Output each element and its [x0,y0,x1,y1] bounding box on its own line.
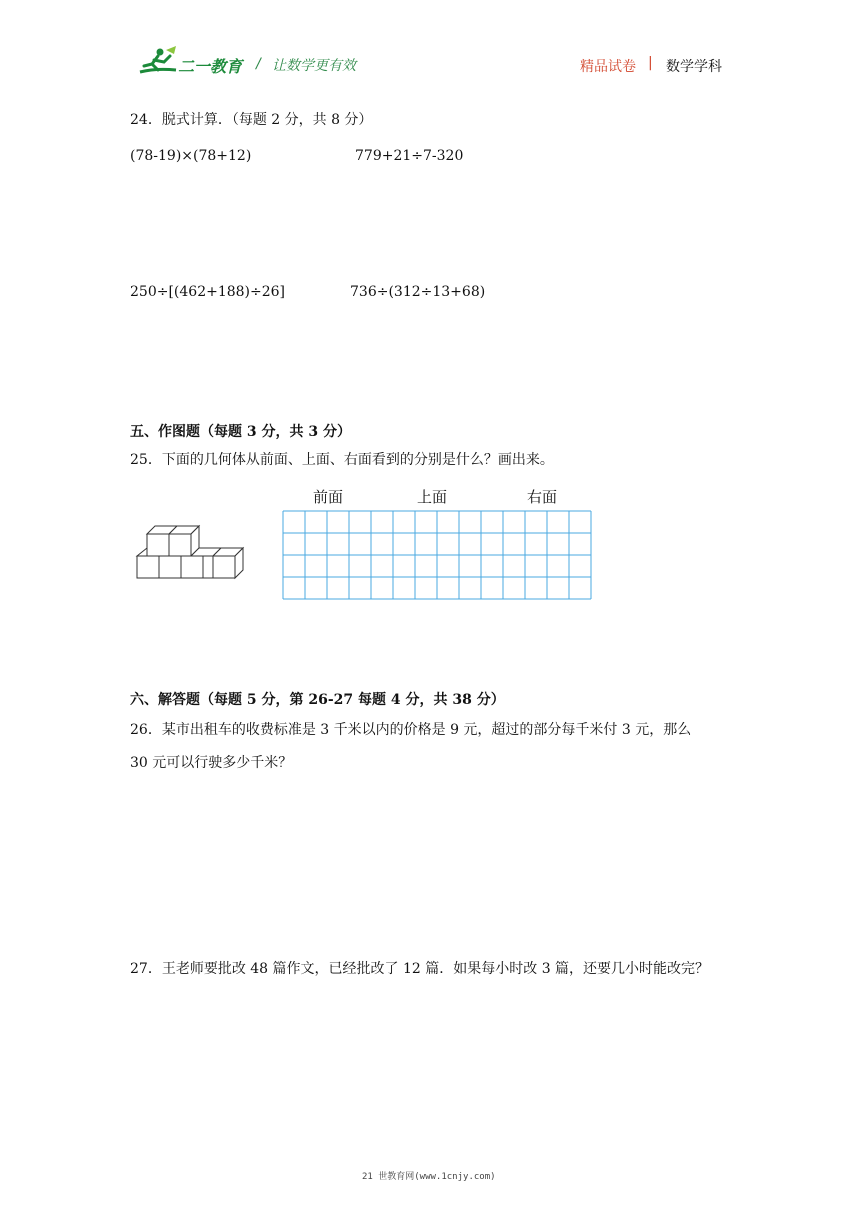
runner-logo-icon [136,46,180,76]
q24-expr-3: 250÷[(462+188)÷26] [130,284,286,300]
label-top-view: 上面 [417,488,448,506]
footer-source: 21 世教育网(www.1cnjy.com) [362,1172,496,1182]
q24-expr-2: 779+21÷7-320 [355,148,464,164]
q25-text: 25．下面的几何体从前面、上面、右面看到的分别是什么？画出来。 [130,452,554,468]
label-right-view: 右面 [527,488,558,506]
q26-line-2: 30 元可以行驶多少千米？ [130,755,293,771]
q24-expr-4: 736÷(312÷13+68) [350,284,486,300]
q27-text: 27．王老师要批改 48 篇作文，已经批改了 12 篇．如果每小时改 3 篇，还要几小时能改完？ [130,961,710,977]
brand-name: 二一教育 [178,57,243,76]
slogan: 让数学更有效 [272,58,356,74]
tag-divider: | [648,55,653,71]
tag-premium: 精品试卷 [580,59,636,75]
tag-subject: 数学学科 [666,59,722,75]
section6-title: 六、解答题（每题 5 分，第 26-27 每题 4 分，共 38 分） [130,692,505,708]
label-front-view: 前面 [313,488,344,506]
section5-title: 五、作图题（每题 3 分，共 3 分） [130,424,351,440]
q26-line-1: 26．某市出租车的收费标准是 3 千米以内的价格是 9 元，超过的部分每千米付 3 元，那么 [130,722,692,738]
drawing-grid[interactable] [282,510,595,600]
header-separator: / [256,56,261,72]
q24-expr-1: (78-19)×(78+12) [130,148,252,164]
cube-solid-figure [134,518,246,586]
q24-title: 24．脱式计算．（每题 2 分，共 8 分） [130,112,373,128]
